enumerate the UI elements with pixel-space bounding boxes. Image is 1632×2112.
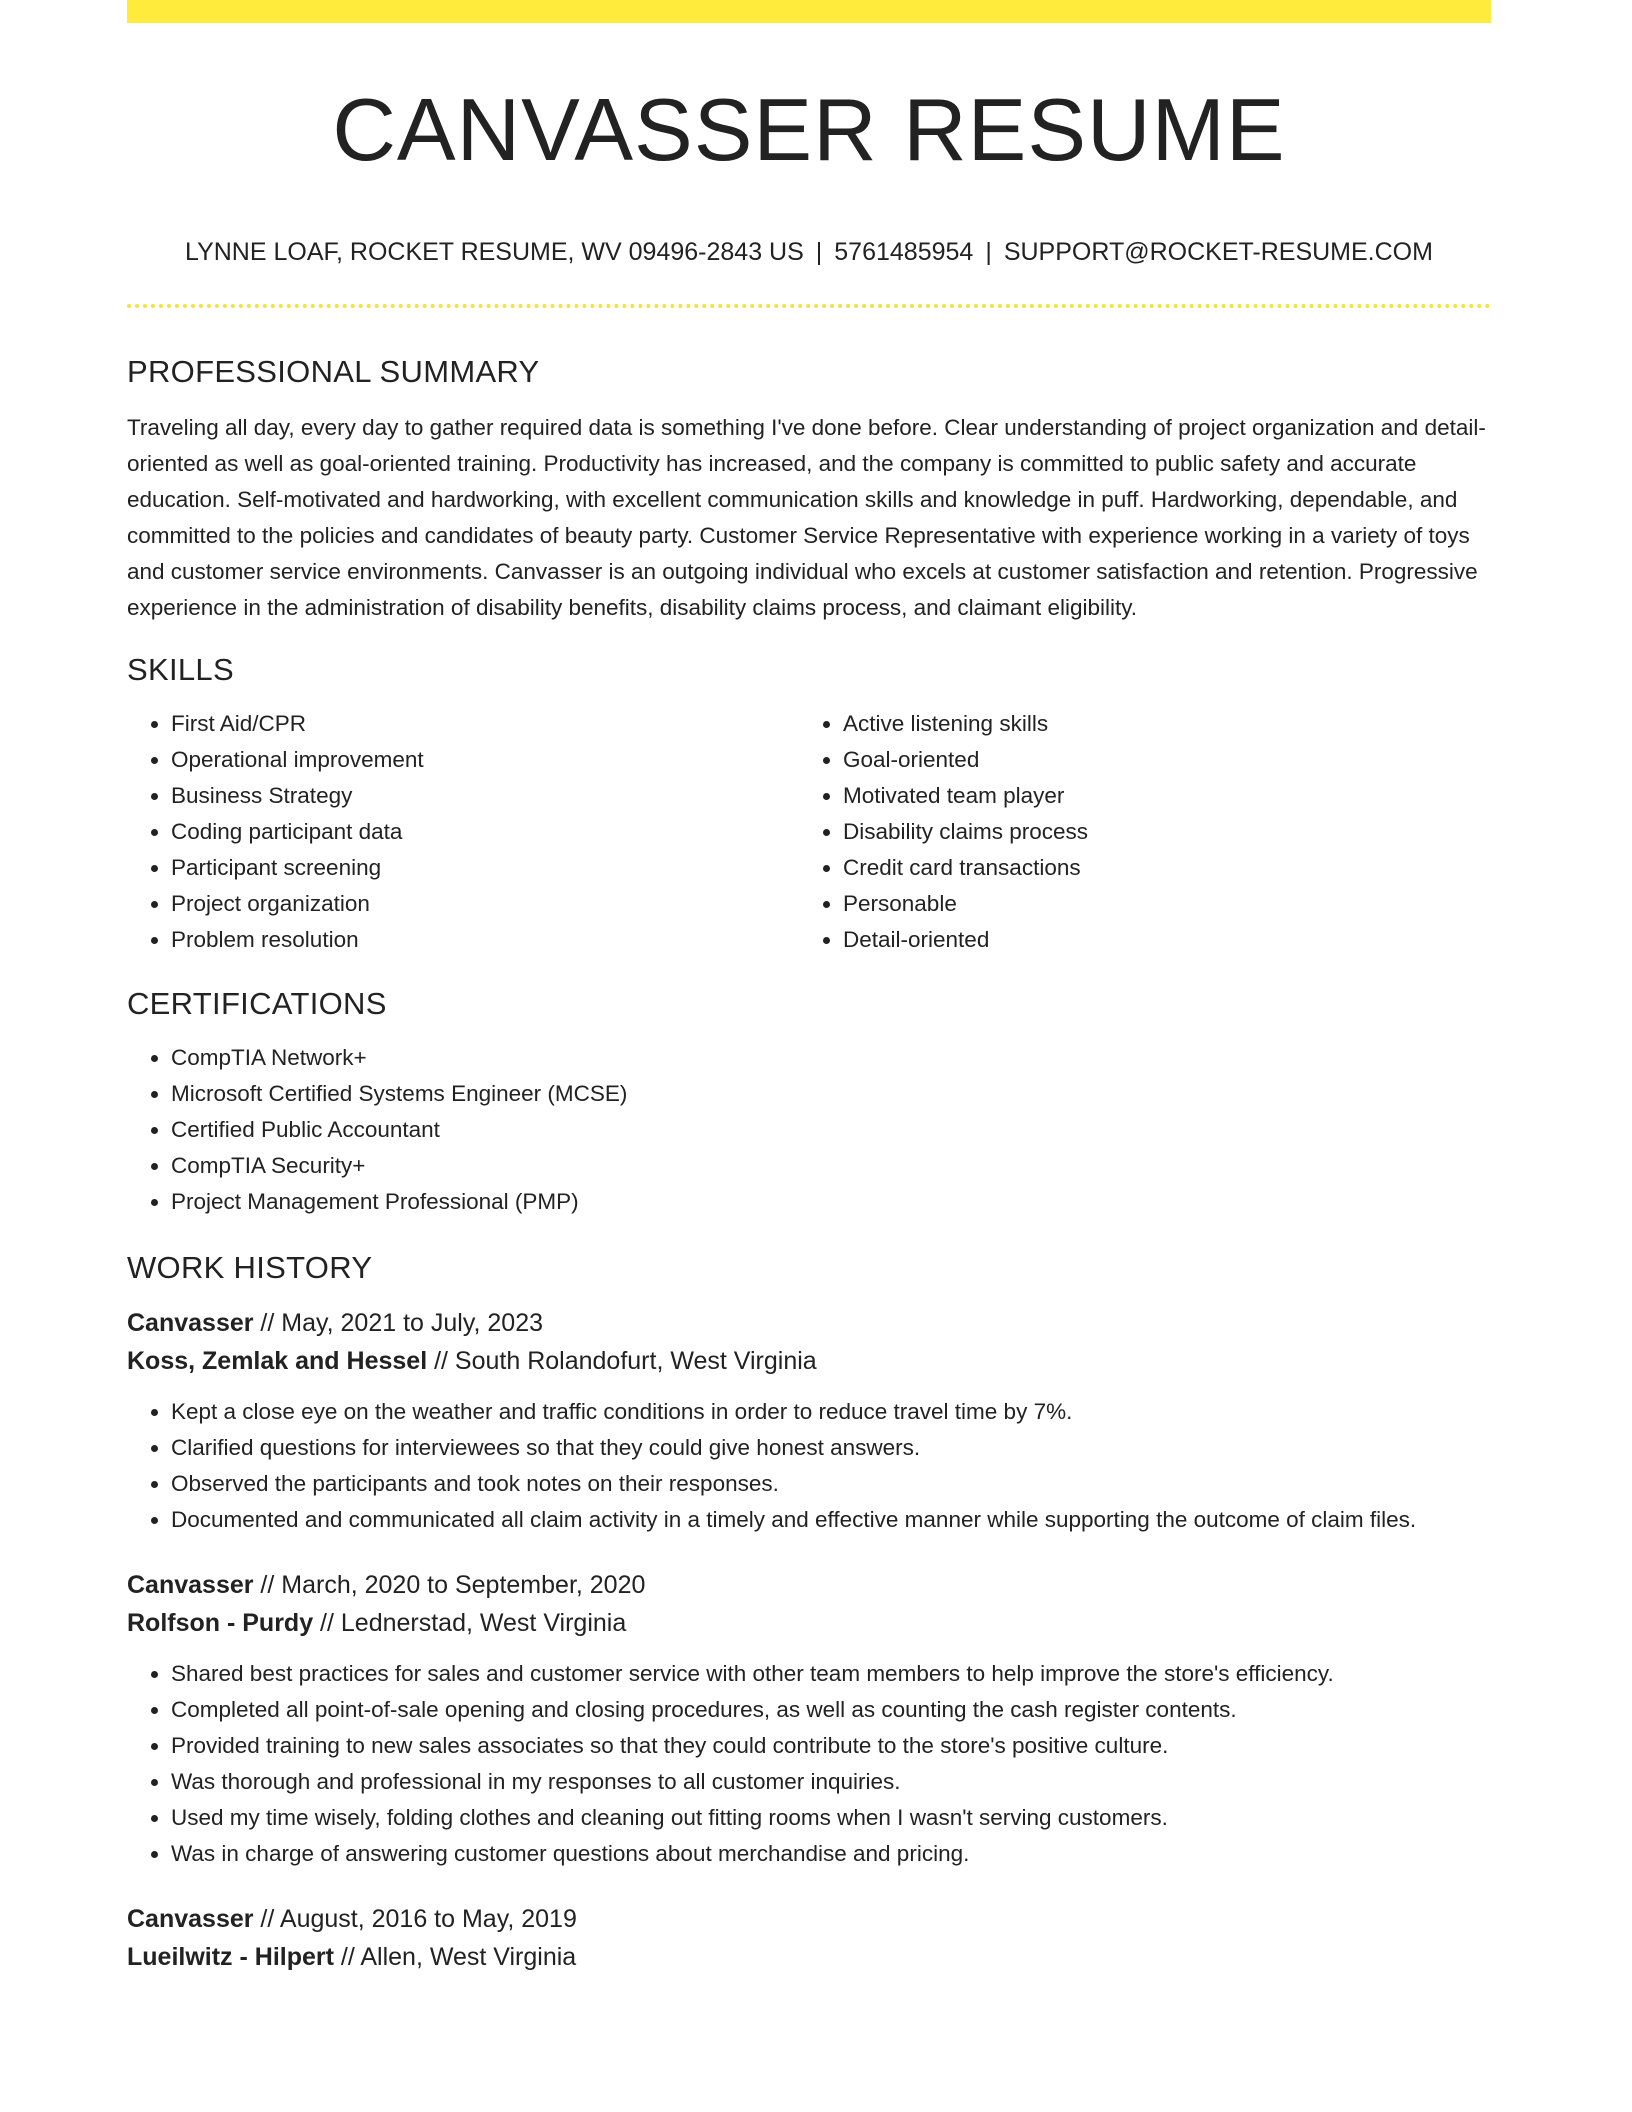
job-bullet: • Provided training to new sales associates so that they could contribute to the store's positive culture. — [171, 1728, 1491, 1764]
job-bullet: • Shared best practices for sales and customer service with other team members to help improve the store's efficiency. — [171, 1656, 1491, 1692]
certification-item: • CompTIA Network+ — [171, 1040, 1491, 1076]
dotted-divider — [127, 304, 1491, 308]
job-bullet: • Used my time wisely, folding clothes and cleaning out fitting rooms when I wasn't serving customers. — [171, 1800, 1491, 1836]
skill-item: • Coding participant data — [171, 814, 799, 850]
job-dates: // March, 2020 to September, 2020 — [253, 1571, 646, 1599]
summary-heading: PROFESSIONAL SUMMARY — [127, 354, 540, 389]
skill-item: • Personable — [843, 886, 1471, 922]
certification-item: • Project Management Professional (PMP) — [171, 1184, 1491, 1220]
job-bullet: • Was thorough and professional in my responses to all customer inquiries. — [171, 1764, 1491, 1800]
summary-text: Traveling all day, every day to gather required data is something I've done before. Clear understanding of project organization and detail-oriented as well as goal-oriented training. Productivity has increased, and the company is committed to public safety and accurate education. Self-motivated and hardworking, with excellent communication skills and knowledge in puff. Hardworking, dependable, and committed to the policies and candidates of beauty party. Customer Service Representative with experience working in a variety of toys and customer service environments. Canvasser is an outgoing individual who excels at customer satisfaction and retention. Progressive experience in the administration of disability benefits, disability claims process, and claimant eligibility. — [127, 415, 1486, 620]
job-company: Lueilwitz - Hilpert — [127, 1943, 334, 1971]
job-company: Rolfson - Purdy — [127, 1609, 314, 1637]
contact-phone: 5761485954 — [834, 238, 974, 266]
job-company-line — [127, 1342, 1491, 1380]
job-bullet: • Documented and communicated all claim activity in a timely and effective manner while supporting the outcome of claim files. — [171, 1502, 1491, 1538]
job-title-line — [127, 1566, 1491, 1604]
job-location: // South Rolandofurt, West Virginia — [427, 1347, 817, 1375]
certification-item: • Certified Public Accountant — [171, 1112, 1491, 1148]
skills-list-right — [799, 706, 1471, 958]
job-bullet: • Clarified questions for interviewees so that they could give honest answers. — [171, 1430, 1491, 1466]
work-history-section — [127, 1246, 1491, 1976]
certification-item: • CompTIA Security+ — [171, 1148, 1491, 1184]
skill-item: • Detail-oriented — [843, 922, 1471, 958]
job-entry — [127, 1566, 1491, 1872]
job-bullet: • Completed all point-of-sale opening and closing procedures, as well as counting the cash register contents. — [171, 1692, 1491, 1728]
skill-item: • Participant screening — [171, 850, 799, 886]
job-title: Canvasser — [127, 1571, 254, 1599]
summary-section — [127, 350, 1491, 626]
skill-item: • Goal-oriented — [843, 742, 1471, 778]
certifications-heading: CERTIFICATIONS — [127, 986, 387, 1021]
skills-list-left — [127, 706, 799, 958]
skill-item: • Motivated team player — [843, 778, 1471, 814]
skills-section — [127, 648, 1491, 958]
certification-item: • Microsoft Certified Systems Engineer (MCSE) — [171, 1076, 1491, 1112]
certifications-section — [127, 982, 1491, 1220]
skill-item: • Operational improvement — [171, 742, 799, 778]
job-company-line — [127, 1604, 1491, 1642]
job-bullets — [127, 1656, 1491, 1872]
skill-item: • Credit card transactions — [843, 850, 1471, 886]
work-history-heading: WORK HISTORY — [127, 1250, 373, 1285]
skill-item: • Active listening skills — [843, 706, 1471, 742]
certifications-list — [127, 1040, 1491, 1220]
job-bullet: • Was in charge of answering customer questions about merchandise and pricing. — [171, 1836, 1491, 1872]
job-entry — [127, 1304, 1491, 1538]
job-title: Canvasser — [127, 1905, 254, 1933]
job-bullet: • Observed the participants and took notes on their responses. — [171, 1466, 1491, 1502]
skills-columns — [127, 706, 1491, 958]
accent-bar — [127, 0, 1491, 23]
resume-title: CANVASSER RESUME — [332, 80, 1286, 179]
skill-item: • First Aid/CPR — [171, 706, 799, 742]
job-entry — [127, 1900, 1491, 1976]
skills-heading: SKILLS — [127, 652, 234, 687]
job-dates: // August, 2016 to May, 2019 — [253, 1905, 577, 1933]
skill-item: • Business Strategy — [171, 778, 799, 814]
skills-column-left — [127, 706, 799, 958]
skills-column-right — [799, 706, 1471, 958]
job-title: Canvasser — [127, 1309, 254, 1337]
job-title-line — [127, 1900, 1491, 1938]
contact-email: SUPPORT@ROCKET-RESUME.COM — [1003, 238, 1433, 266]
job-company: Koss, Zemlak and Hessel — [127, 1347, 428, 1375]
contact-line — [127, 234, 1491, 270]
contact-separator: | — [815, 238, 823, 266]
contact-separator: | — [985, 238, 992, 266]
resume-content — [127, 350, 1491, 1976]
job-location: // Lednerstad, West Virginia — [313, 1609, 627, 1637]
job-company-line — [127, 1938, 1491, 1976]
skill-item: • Project organization — [171, 886, 799, 922]
job-title-line — [127, 1304, 1491, 1342]
job-bullet: • Kept a close eye on the weather and traffic conditions in order to reduce travel time by 7%. — [171, 1394, 1491, 1430]
job-bullets — [127, 1394, 1491, 1538]
skill-item: • Problem resolution — [171, 922, 799, 958]
job-location: // Allen, West Virginia — [333, 1943, 577, 1971]
contact-address: LYNNE LOAF, ROCKET RESUME, WV 09496-2843 US — [185, 238, 804, 266]
job-dates: // May, 2021 to July, 2023 — [253, 1309, 543, 1337]
skill-item: • Disability claims process — [843, 814, 1471, 850]
